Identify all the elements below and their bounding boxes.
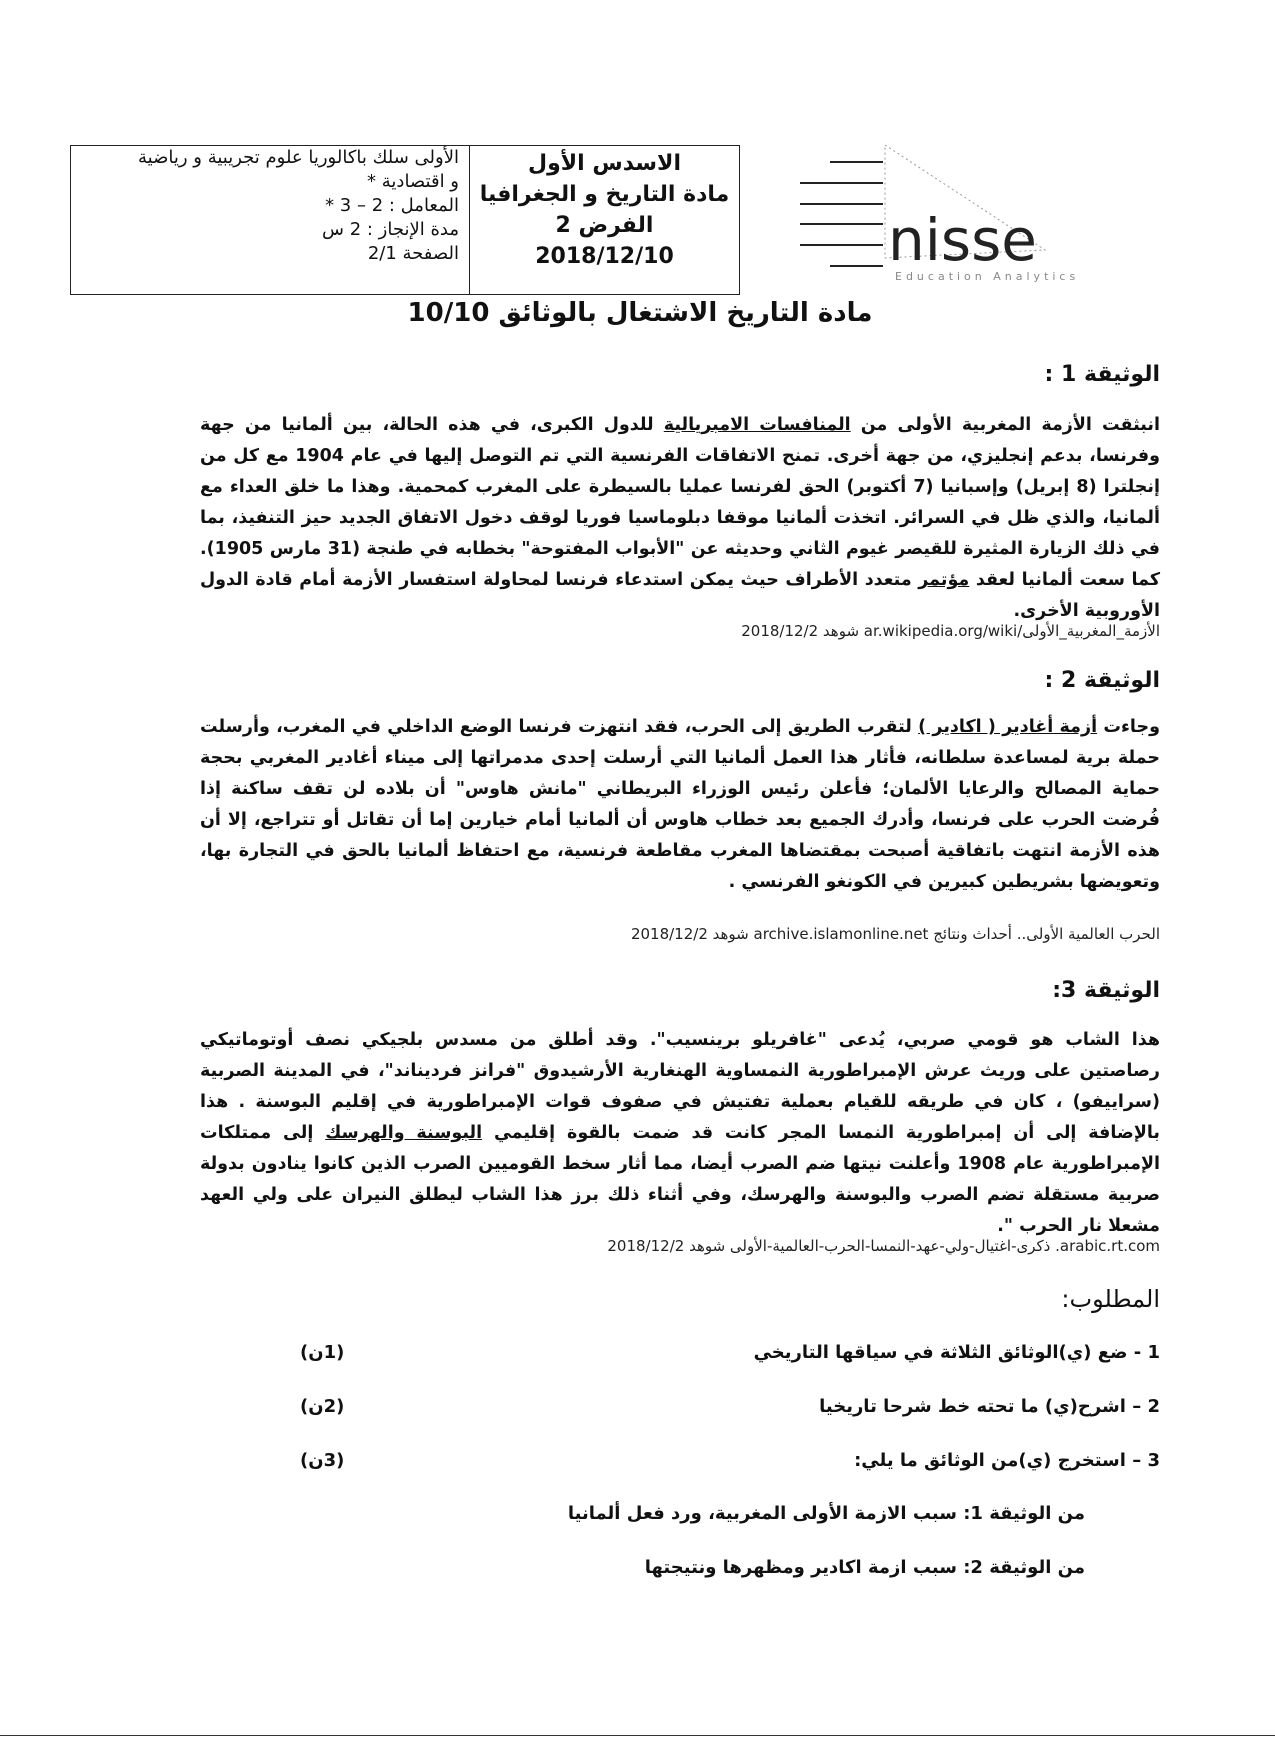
question-mark: (3ن) bbox=[300, 1450, 345, 1471]
info-line: مدة الإنجاز : 2 س bbox=[322, 219, 459, 240]
document-1-text: انبثقت الأزمة المغربية الأولى من المنافسات الامبريالية للدول الكبرى، في هذه الحالة، بين ألمانيا من جهة وفرنسا، بدعم إنجليزي، من جهة أخرى. تمنح الاتفاقات الفرنسية التي تم التوصل إليها في عام 1904 مع كل من إنجلترا (8 إبريل) وإسبانيا (7 أكتوبر) الحق لفرنسا عمليا بالسيطرة على المغرب كمحمية. وهذا ما خلق العداء مع ألمانيا، والذي ظل في السرائر. اتخذت ألمانيا موقفا دبلوماسيا فوريا لوقف دخول الاتفاق الجديد حيز التنفيذ، بما في ذلك الزيارة المثيرة للقيصر غيوم الثاني وحديثه عن "الأبواب المفتوحة" بخطابه في طنجة (31 مارس 1905). كما سعت ألمانيا لعقد مؤتمر متعدد الأطراف حيث يمكن استدعاء فرنسا لمحاولة استفسار الأزمة أمام قادة الدول الأوروبية الأخرى. bbox=[200, 415, 1160, 621]
question-mark: (2ن) bbox=[300, 1396, 345, 1417]
document-3-heading: الوثيقة 3: bbox=[1052, 978, 1160, 1003]
logo-text: nisse bbox=[888, 206, 1037, 274]
exam-date: 2018/12/10 bbox=[535, 244, 674, 269]
exam-info-box bbox=[70, 145, 470, 295]
logo-subtext: Education Analytics bbox=[895, 270, 1080, 283]
underlined-term: البوسنة والهرسك bbox=[325, 1123, 483, 1143]
document-2-text: وجاءت أزمة أغادير ( اكادير ) لتقرب الطريق إلى الحرب، فقد انتهزت فرنسا الوضع الداخلي في المغرب، وأرسلت حملة برية لمساعدة سلطانه، فأثار هذا العمل ألمانيا التي أرسلت إحدى مدمراتها إلى ميناء أغادير المغربي بحجة حماية المصالح والرعايا الألمان؛ فأعلن رئيس الوزراء البريطاني "مانش هاوس" أن بلاده لن تقف ساكنة إذا فُرضت الحرب على فرنسا، وأدرك الجميع بعد خطاب هاوس أن ألمانيا أمام خيارين إما أن تقاتل أو تتراجع، إلا أن هذه الأزمة انتهت باتفاقية أصبحت بمقتضاها المغرب مقاطعة فرنسية، مع احتفاظ ألمانيا بالحق في التجارة بها، وتعويضها بشريطين كبيرين في الكونغو الفرنسي . bbox=[200, 717, 1160, 892]
page-bottom-rule bbox=[0, 1735, 1275, 1736]
requirements-title: المطلوب: bbox=[1061, 1285, 1160, 1313]
semester: الاسدس الأول bbox=[528, 151, 681, 176]
question-3-subitem: من الوثيقة 2: سبب ازمة اكادير ومظهرها ونتيجتها bbox=[644, 1557, 1085, 1578]
subject: مادة التاريخ و الجغرافيا bbox=[479, 182, 730, 207]
exam-header bbox=[70, 145, 1155, 295]
underlined-term: أزمة أغادير ( اكادير ) bbox=[918, 717, 1098, 737]
info-line: الأولى سلك باكالوريا علوم تجريبية و رياضية bbox=[138, 147, 459, 168]
info-line: و اقتصادية * bbox=[367, 171, 459, 192]
info-line: الصفحة 2/1 bbox=[367, 243, 459, 264]
document-1-source: الأزمة_المغربية_الأولى/ar.wikipedia.org/wiki شوهد 2018/12/2 bbox=[741, 622, 1160, 640]
exam-title-box bbox=[470, 145, 740, 295]
document-3-source: arabic.rt.com. ذكرى-اغتيال-ولي-عهد-النمسا-الحرب-العالمية-الأولى شوهد 2018/12/2 bbox=[607, 1237, 1160, 1255]
document-1-heading: الوثيقة 1 : bbox=[1044, 362, 1160, 387]
page-title: مادة التاريخ الاشتغال بالوثائق 10/10 bbox=[407, 298, 873, 328]
document-2-source: الحرب العالمية الأولى.. أحداث ونتائج archive.islamonline.net شوهد 2018/12/2 bbox=[630, 925, 1160, 943]
info-line: المعامل : 2 – 3 * bbox=[325, 195, 459, 216]
underlined-term: المنافسات الامبريالية bbox=[663, 415, 851, 435]
exam-page: nisse Education Analytics الأولى سلك باكالوريا علوم تجريبية و رياضية و اقتصادية * المعامل : 2 – 3 * مدة الإنجاز : 2 س الصفحة 2/1 الاسدس الأول مادة التاريخ و الجغرافيا الفرض 2 2018/12/10 مادة التاريخ الاشتغال بالوثائق 10/10 الوثيقة 1 : انبثقت الأزمة المغربية الأولى من المنافسات الامبريالية للدول الكبرى، في هذه الحالة، بين ألمانيا من جهة وفرنسا، بدعم إنجليزي، من جهة أخرى. تمنح الاتفاقات الفرنسية التي تم التوصل إليها في عام 1904 مع كل من إنجلترا (8 إبريل) وإسبانيا (7 أكتوبر) الحق لفرنسا عمليا بالسيطرة على المغرب كمحمية. وهذا ما خلق العداء مع ألمانيا، والذي ظل في السرائر. اتخذت ألمانيا موقفا دبلوماسيا فوريا لوقف دخول الاتفاق الجديد حيز التنفيذ، بما في ذلك الزيارة المثيرة للقيصر غيوم الثاني وحديثه عن "الأبواب المفتوحة" بخطابه في طنجة (31 مارس 1905). كما سعت ألمانيا لعقد مؤتمر متعدد الأطراف حيث يمكن استدعاء فرنسا لمحاولة استفسار الأزمة أمام قادة الدول الأوروبية الأخرى. الأزمة_المغربية_الأولى/ar.wikipedia.org/wiki شوهد 2018/12/2 الوثيقة 2 : وجاءت أزمة أغادير ( اكادير ) لتقرب الطريق إلى الحرب، فقد انتهزت فرنسا الوضع الداخلي في المغرب، وأرسلت حملة برية لمساعدة سلطانه، فأثار هذا العمل ألمانيا التي أرسلت إحدى مدمراتها إلى ميناء أغادير المغربي بحجة حماية المصالح والرعايا الألمان؛ فأعلن رئيس الوزراء البريطاني "مانش هاوس" أن بلاده لن تقف ساكنة إذا فُرضت الحرب على فرنسا، وأدرك الجميع بعد خطاب هاوس أن ألمانيا أمام خيارين إما أن تقاتل أو تتراجع، إلا أن هذه الأزمة انتهت باتفاقية أصبحت بمقتضاها المغرب مقاطعة فرنسية، مع احتفاظ ألمانيا بالحق في التجارة بها، وتعويضها بشريطين كبيرين في الكونغو الفرنسي . الحرب العالمية الأولى.. أحداث ونتائج archive.islamonline.net شوهد 2018/12/2 الوثيقة 3: هذا الشاب هو قومي صربي، يُدعى "غافريلو برينسيب". وقد أطلق من مسدس بلجيكي نصف أوتوماتيكي رصاصتين على وريث عرش الإمبراطورية النمساوية الهنغارية الأرشيدوق "فرانز فرديناند"، في المدينة الصربية (سراييفو) ، كان في طريقه للقيام بعملية تفتيش في صفوف قوات الإمبراطورية في إقليم البوسنة . هذا بالإضافة إلى أن إمبراطورية النمسا المجر كانت قد ضمت بالقوة إقليمي البوسنة والهرسك إلى ممتلكات الإمبراطورية عام 1908 وأعلنت نيتها ضم الصرب أيضا، مما أثار سخط القوميين الصرب الذين كانوا ينادون بدولة صربية مستقلة تضم الصرب والبوسنة والهرسك، وفي أثناء ذلك برز هذا الشاب ليطلق النيران على ولي العهد مشعلا نار الحرب ". arabic.rt.com. ذكرى-اغتيال-ولي-عهد-النمسا-الحرب-العالمية-الأولى شوهد 2018/12/2 المطلوب: 1 - ضع (ي)الوثائق الثلاثة في سياقها التاريخي (1ن) 2 – اشرح(ي) ما تحته خط شرحا تاريخيا (2ن) 3 – استخرج (ي)من الوثائق ما يلي: (3ن) من الوثيقة 1: سبب الازمة الأولى المغربية، ورد فعل ألمانيا من الوثيقة 2: سبب ازمة اكادير ومظهرها ونتيجتها bbox=[0, 0, 1275, 1756]
document-2-heading: الوثيقة 2 : bbox=[1044, 668, 1160, 693]
underlined-term: مؤتمر bbox=[918, 570, 970, 590]
question-3-subitem: من الوثيقة 1: سبب الازمة الأولى المغربية، ورد فعل ألمانيا bbox=[567, 1503, 1085, 1524]
exam-number: الفرض 2 bbox=[555, 213, 654, 238]
document-3-text: هذا الشاب هو قومي صربي، يُدعى "غافريلو برينسيب". وقد أطلق من مسدس بلجيكي نصف أوتوماتيكي رصاصتين على وريث عرش الإمبراطورية النمساوية الهنغارية الأرشيدوق "فرانز فرديناند"، في المدينة الصربية (سراييفو) ، كان في طريقه للقيام بعملية تفتيش في صفوف قوات الإمبراطورية في إقليم البوسنة . هذا بالإضافة إلى أن إمبراطورية النمسا المجر كانت قد ضمت بالقوة إقليمي البوسنة والهرسك إلى ممتلكات الإمبراطورية عام 1908 وأعلنت نيتها ضم الصرب أيضا، مما أثار سخط القوميين الصرب الذين كانوا ينادون بدولة صربية مستقلة تضم الصرب والبوسنة والهرسك، وفي أثناء ذلك برز هذا الشاب ليطلق النيران على ولي العهد مشعلا نار الحرب ". bbox=[200, 1030, 1161, 1236]
question-mark: (1ن) bbox=[300, 1342, 345, 1363]
